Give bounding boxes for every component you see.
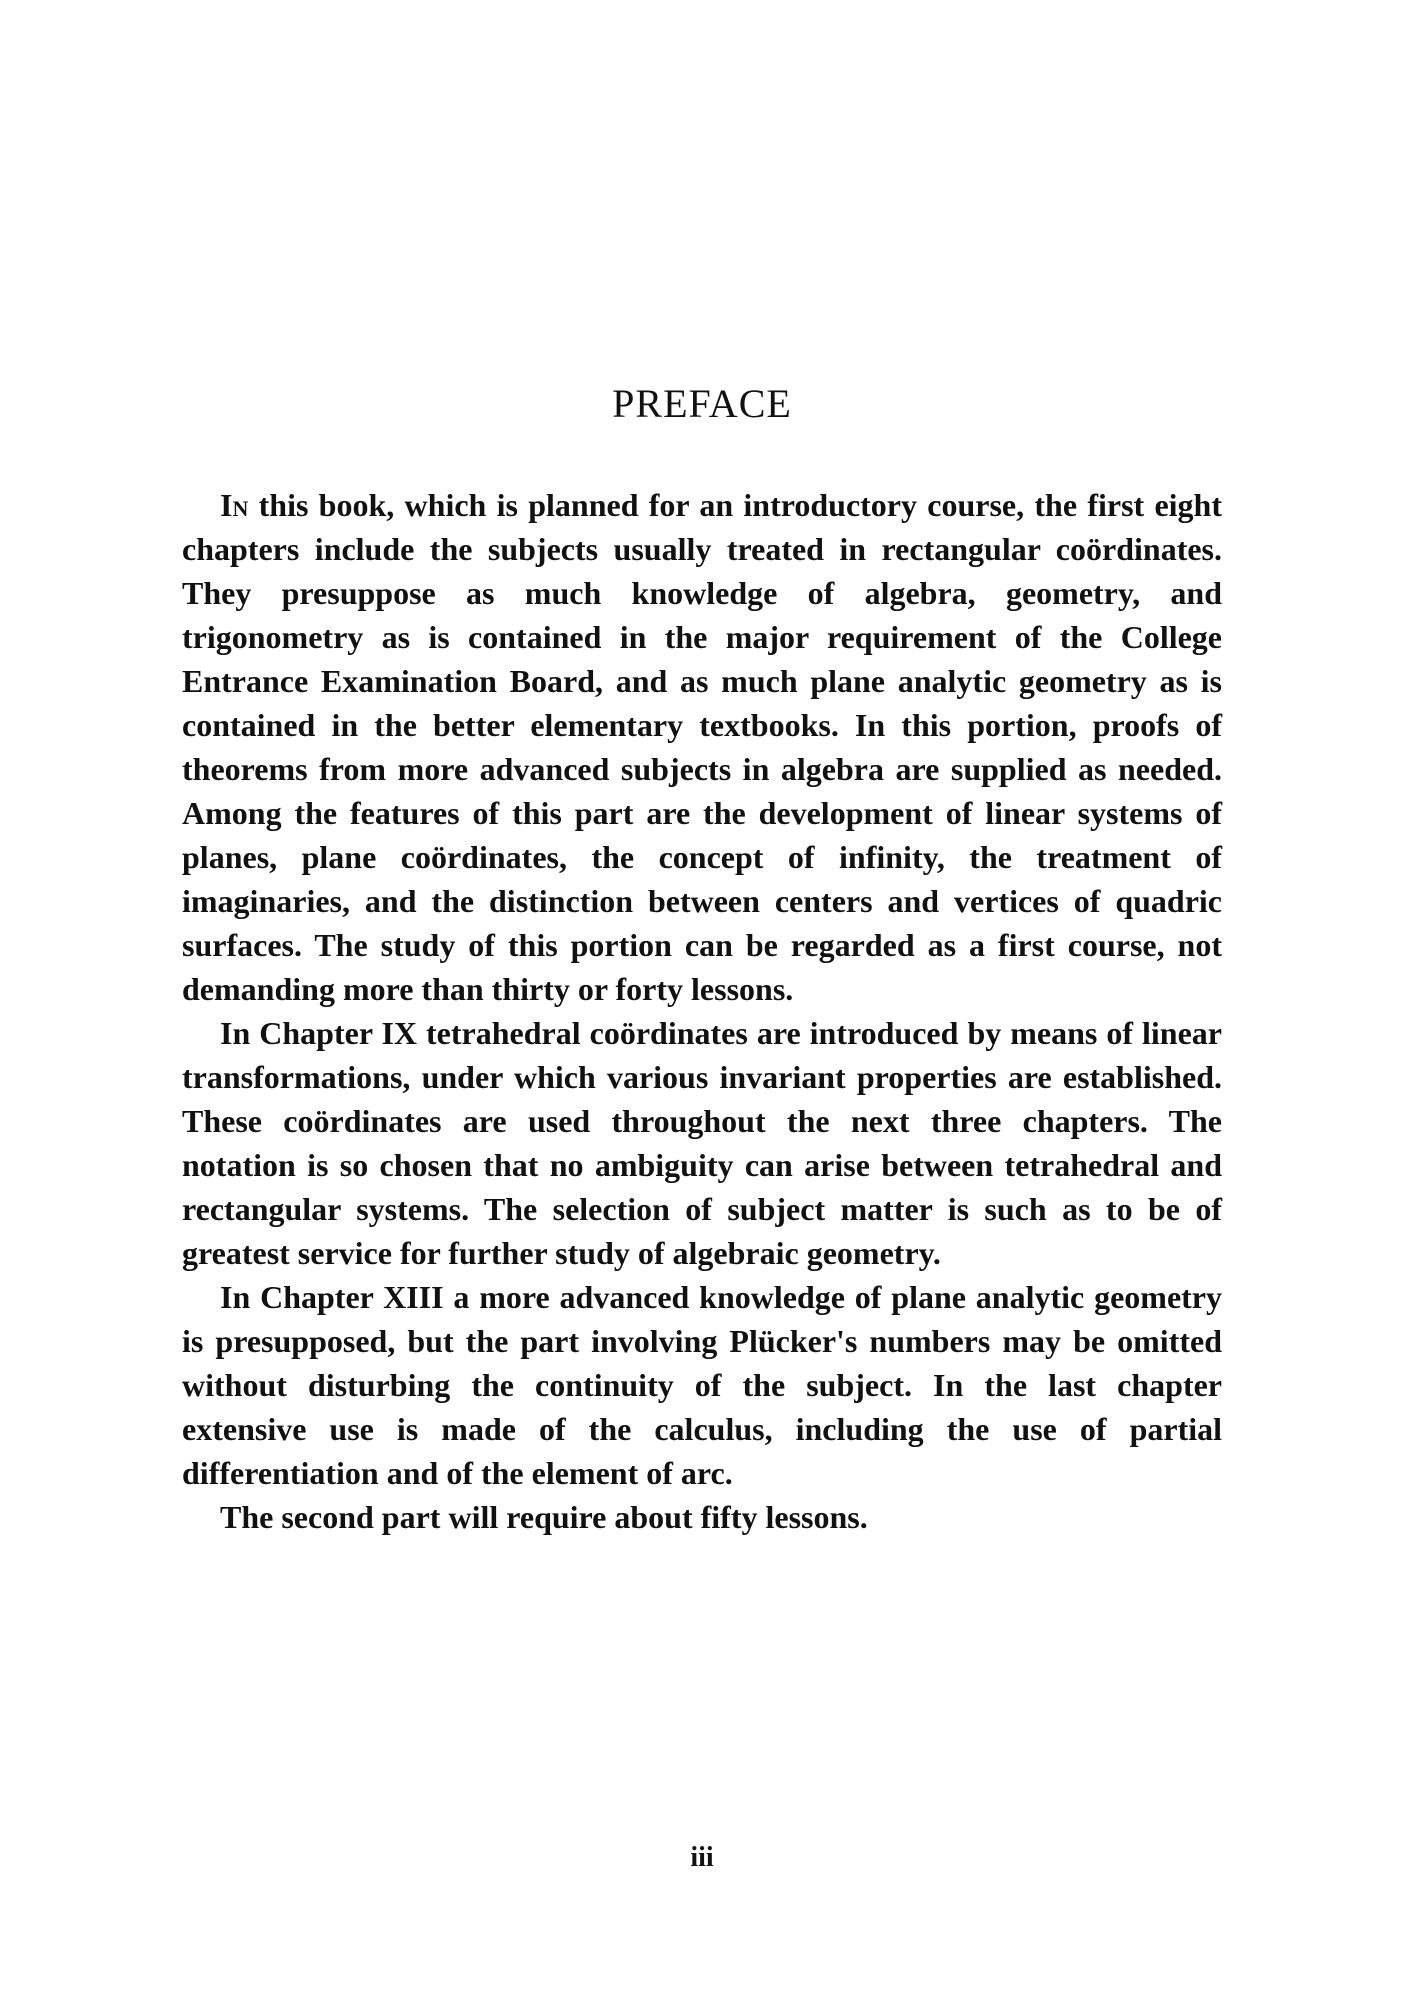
paragraph-3 xyxy=(182,1275,1222,1495)
paragraph-1 xyxy=(182,483,1222,1011)
paragraph-4-text: The second part will require about fifty lessons. xyxy=(220,1499,868,1535)
paragraph-2-text: In Chapter IX tetrahedral coördinates are introduced by means of linear transformations, under which various invariant properties are established. These coördinates are used throughout the next three chapters. The notation is so chosen that no ambiguity can arise between tetrahedral and rectangular systems. The selection of subject matter is such as to be of greatest service for further study of algebraic geometry. xyxy=(182,1015,1222,1271)
page-number: iii xyxy=(690,1842,714,1873)
paragraph-3-text: In Chapter XIII a more advanced knowledge of plane analytic geometry is presupposed, but the part involving Plücker's numbers may be omitted without disturbing the continuity of the subject. In the last chapter extensive use is made of the calculus, including the use of partial differentiation and of the element of arc. xyxy=(182,1279,1222,1491)
paragraph-1-text: this book, which is planned for an introductory course, the first eight chapters include the subjects usually treated in rectangular coördinates. They presuppose as much knowledge of algebra, geometry, and trigonometry as is contained in the major requirement of the College Entrance Examination Board, and as much plane analytic geometry as is contained in the better elementary textbooks. In this portion, proofs of theorems from more advanced subjects in algebra are supplied as needed. Among the features of this part are the development of linear systems of planes, plane coördinates, the concept of infinity, the treatment of imaginaries, and the distinction between centers and vertices of quadric surfaces. The study of this portion can be regarded as a first course, not demanding more than thirty or forty lessons. xyxy=(182,487,1222,1007)
paragraph-2 xyxy=(182,1011,1222,1275)
preface-body xyxy=(182,483,1222,1539)
paragraph-4 xyxy=(182,1495,1222,1539)
paragraph-1-lead-word: In xyxy=(220,487,249,523)
page-title: PREFACE xyxy=(612,381,792,426)
